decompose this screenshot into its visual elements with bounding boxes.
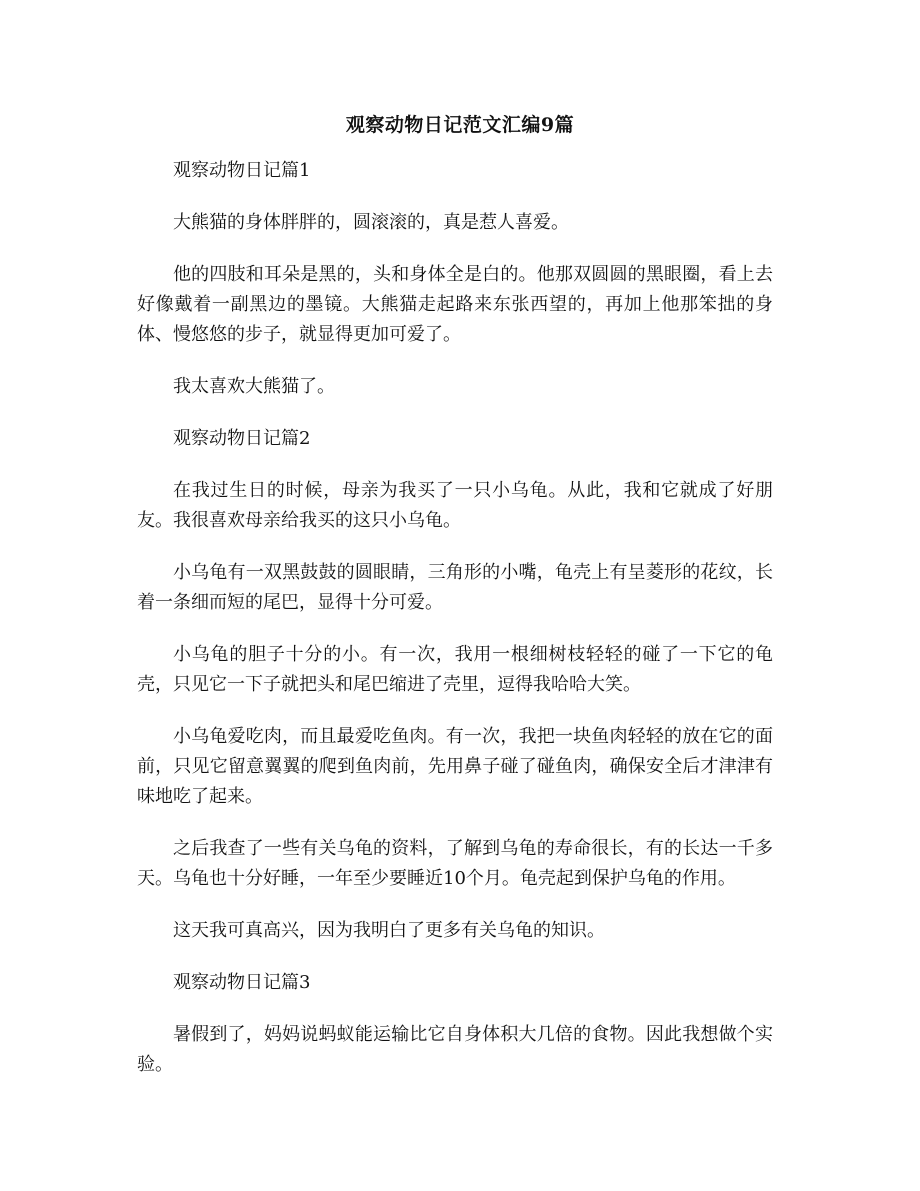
page-title: 观察动物日记范文汇编9篇	[345, 114, 575, 136]
document-body	[137, 156, 773, 1102]
paragraph: 小乌龟的胆子十分的小。有一次，我用一根细树枝轻轻的碰了一下它的龟壳，只见它一下子就把头和尾巴缩进了壳里，逗得我哈哈大笑。	[137, 644, 773, 695]
paragraph: 我太喜欢大熊猫了。	[173, 376, 335, 397]
paragraph: 在我过生日的时候，母亲为我买了一只小乌龟。从此，我和它就成了好朋友。我很喜欢母亲给我买的这只小乌龟。	[137, 480, 773, 531]
paragraph: 小乌龟有一双黑鼓鼓的圆眼睛，三角形的小嘴，龟壳上有呈菱形的花纹，长着一条细而短的尾巴，显得十分可爱。	[137, 562, 773, 613]
paragraph: 小乌龟爱吃肉，而且最爱吃鱼肉。有一次，我把一块鱼肉轻轻的放在它的面前，只见它留意翼翼的爬到鱼肉前，先用鼻子碰了碰鱼肉，确保安全后才津津有味地吃了起来。	[137, 726, 773, 807]
paragraph: 之后我查了一些有关乌龟的资料，了解到乌龟的寿命很长，有的长达一千多天。乌龟也十分好睡，一年至少要睡近10个月。龟壳起到保护乌龟的作用。	[137, 838, 773, 889]
section-heading: 观察动物日记篇2	[173, 428, 311, 449]
paragraph: 大熊猫的身体胖胖的，圆滚滚的，真是惹人喜爱。	[173, 212, 569, 233]
section-heading: 观察动物日记篇3	[173, 972, 311, 993]
paragraph: 这天我可真高兴，因为我明白了更多有关乌龟的知识。	[173, 920, 605, 941]
paragraph: 他的四肢和耳朵是黑的，头和身体全是白的。他那双圆圆的黑眼圈，看上去好像戴着一副黑边的墨镜。大熊猫走起路来东张西望的，再加上他那笨拙的身体、慢悠悠的步子，就显得更加可爱了。	[137, 264, 773, 345]
section-heading: 观察动物日记篇1	[173, 160, 311, 181]
paragraph: 暑假到了，妈妈说蚂蚁能运输比它自身体积大几倍的食物。因此我想做个实验。	[137, 1024, 773, 1075]
